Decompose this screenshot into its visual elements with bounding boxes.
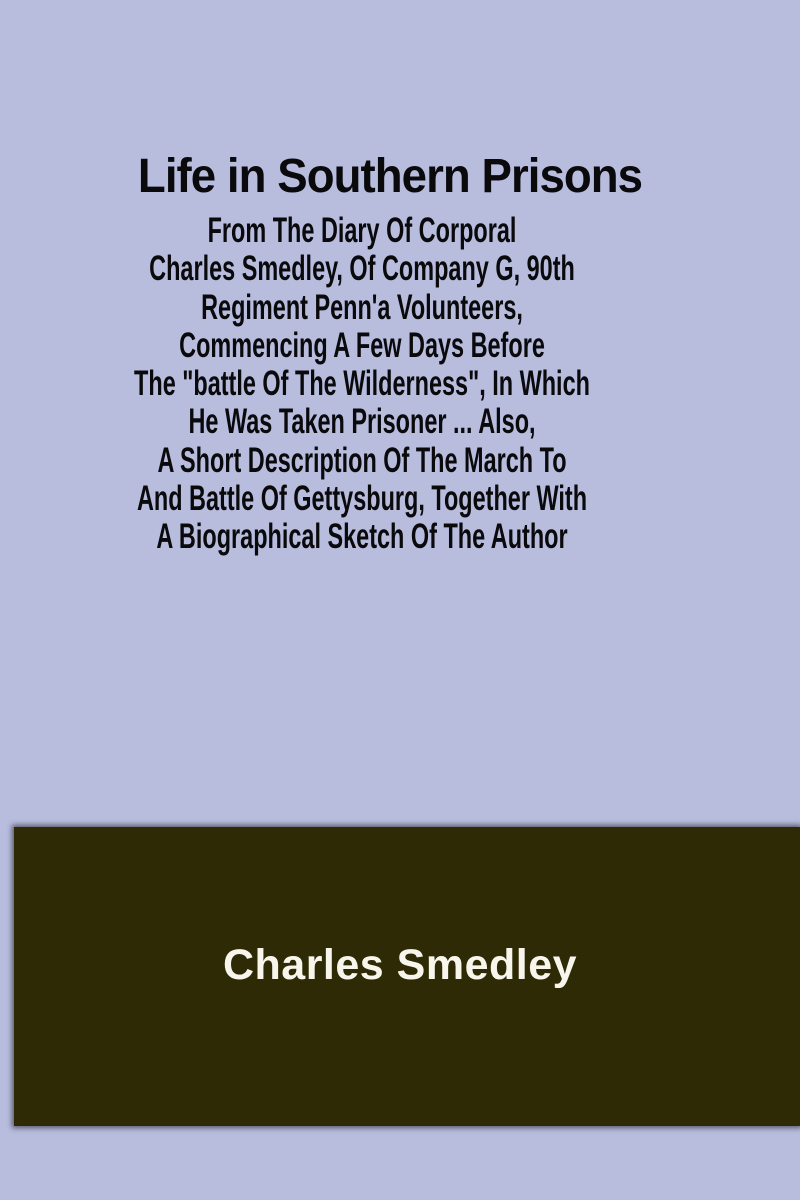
subtitle-line: Regiment Penn'a Volunteers, bbox=[201, 287, 523, 327]
subtitle-line: He Was Taken Prisoner ... Also, bbox=[188, 402, 536, 442]
subtitle-line: A Short Description Of The March To bbox=[157, 440, 567, 480]
book-subtitle bbox=[119, 212, 604, 557]
book-title: Life in Southern Prisons bbox=[137, 150, 643, 203]
subtitle-line: Charles Smedley, Of Company G, 90th bbox=[149, 249, 575, 289]
subtitle-line: From The Diary Of Corporal bbox=[207, 211, 517, 250]
author-name: Charles Smedley bbox=[222, 941, 578, 989]
subtitle-line: A Biographical Sketch Of The Author bbox=[156, 517, 568, 557]
subtitle-line: And Battle Of Gettysburg, Together With bbox=[136, 479, 588, 519]
subtitle-line: Commencing A Few Days Before bbox=[179, 325, 545, 365]
subtitle-line: The "battle Of The Wilderness", In Which bbox=[134, 364, 590, 404]
